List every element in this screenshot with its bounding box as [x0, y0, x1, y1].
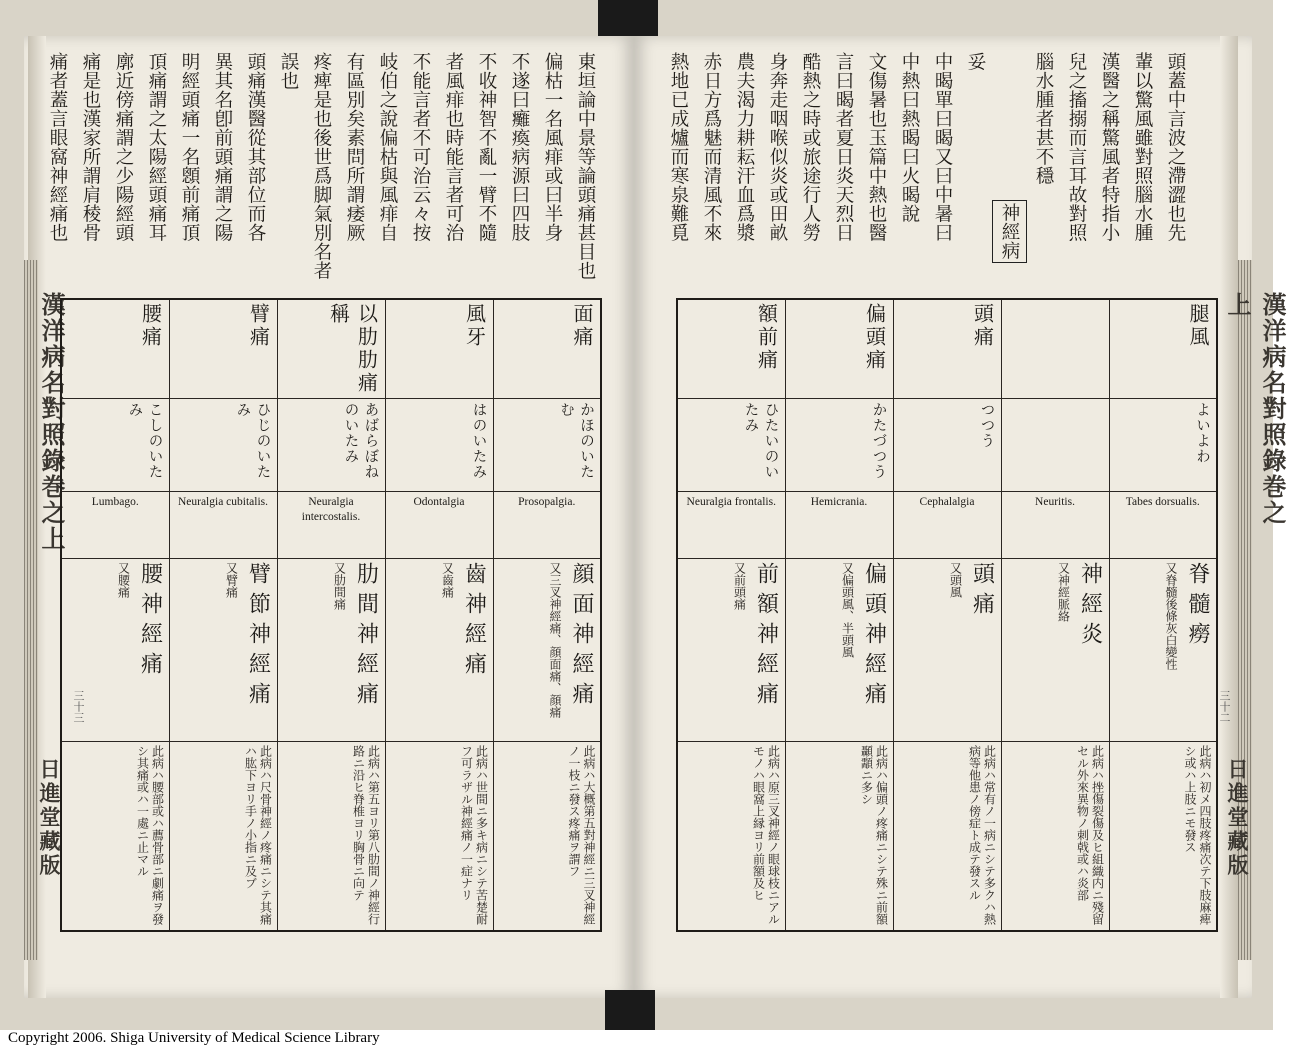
table-cell: 此病ハ大概第五對神經ニ三叉神經ノ一枝ニ發ス疼痛ヲ謂フ: [493, 742, 601, 932]
table-cell: Neuralgia intercostalis.: [277, 492, 385, 559]
table-cell: 顔面神經痛 又三叉神經痛、顔面痛、顔痛: [493, 559, 601, 742]
text-column: 腦水腫者甚不穩: [1033, 52, 1054, 185]
left-disease-table: [60, 298, 602, 932]
table-cell: 此病ハ世間ニ多キ病ニシテ苦楚耐フ可ラザル神經痛ノ一症ナリ: [385, 742, 493, 932]
table-cell: かほのいたむ: [493, 399, 601, 492]
text-column: 中熱曰熱暍曰火暍說: [899, 52, 920, 223]
table-cell: 此病ハ偏頭ノ疼痛ニシテ殊ニ前額顳顬ニ多シ: [785, 742, 893, 932]
table-cell: Cephalalgia: [893, 492, 1001, 559]
right-page-number: 三十二: [1218, 690, 1231, 723]
table-cell: 頭痛: [893, 299, 1001, 399]
table-cell: よいよわ: [1109, 399, 1217, 492]
table-cell: 頭痛 又頭風: [893, 559, 1001, 742]
text-column: 身奔走咽喉似炎或田畝: [767, 52, 788, 242]
table-cell: Hemicrania.: [785, 492, 893, 559]
table-cell: Prosopalgia.: [493, 492, 601, 559]
table-cell: Odontalgia: [385, 492, 493, 559]
left-imprint: 日進堂藏版: [37, 758, 62, 878]
left-running-head: 漢洋病名對照錄巻之上: [37, 292, 66, 552]
text-column: 誤也: [278, 52, 299, 90]
table-cell: つつう: [893, 399, 1001, 492]
table-cell: 腿風: [1109, 299, 1217, 399]
text-column: 痛者蓋言眼窩神經痛也: [47, 52, 68, 242]
table-cell: 偏頭神經痛 又偏頭風、半頭風: [785, 559, 893, 742]
table-row-kanji: [677, 299, 1217, 399]
copyright-notice: Copyright 2006. Shiga University of Medical Science Library: [8, 1030, 380, 1046]
table-cell: 此病ハ第五ヨリ第八肋間ノ神經行路ニ沿ヒ脊椎ヨリ胸骨ニ向テ: [277, 742, 385, 932]
table-cell: Lumbago.: [61, 492, 169, 559]
table-cell: かたづつう: [785, 399, 893, 492]
table-cell: こしのいたみ: [61, 399, 169, 492]
table-cell: 此病ハ原三叉神經ノ眼球枝ニアルモノハ眼窩上縁ヨリ前額及ヒ: [677, 742, 785, 932]
table-cell: Tabes dorsualis.: [1109, 492, 1217, 559]
text-column: 異其名卽前頭痛謂之陽: [212, 52, 233, 242]
text-column: 文傷暑也玉篇中熱也醫: [866, 52, 887, 242]
text-column: 輩以驚風雖對照腦水腫: [1132, 52, 1153, 242]
table-row-description: [61, 742, 601, 932]
table-cell: はのいたみ: [385, 399, 493, 492]
text-column: 偏枯一名風痱或曰半身: [542, 52, 563, 242]
table-cell: 此病ハ挫傷裂傷及ヒ組織内ニ殘留セル外來異物ノ刺戟或ハ炎部: [1001, 742, 1109, 932]
text-column: 不收神智不亂一臂不隨: [476, 52, 497, 242]
table-row-description: [677, 742, 1217, 932]
text-column: 兒之搐搦而言耳故對照: [1066, 52, 1087, 242]
table-cell: 齒神經痛 又齒痛: [385, 559, 493, 742]
left-page-number: 三十三: [72, 690, 85, 723]
right-imprint: 日進堂藏版: [1225, 758, 1250, 878]
table-cell: 臂節神經痛 又臂痛: [169, 559, 277, 742]
text-column: 頭痛漢醫從其部位而各: [245, 52, 266, 242]
table-cell: 風牙: [385, 299, 493, 399]
table-cell: 腰神經痛 又腰痛: [61, 559, 169, 742]
text-column: 農夫渴力耕耘汗血爲漿: [734, 52, 755, 242]
table-row-new-name: [61, 559, 601, 742]
table-cell: あばらぼねのいたみ: [277, 399, 385, 492]
table-cell: 此病ハ尺骨神經ノ疼痛ニシテ其痛ハ肱下ヨリ手ノ小指ニ及ブ: [169, 742, 277, 932]
table-cell: [1001, 399, 1109, 492]
binding-strap-bottom: [605, 990, 655, 1030]
table-row-kana: [61, 399, 601, 492]
text-column: 者風痱也時能言者可治: [443, 52, 464, 242]
table-cell: Neuritis.: [1001, 492, 1109, 559]
table-cell: 偏頭痛: [785, 299, 893, 399]
table-row-kanji: [61, 299, 601, 399]
table-cell: 此病ハ初メ四肢疼痛次テ下肢麻痺シ或ハ上肢ニモ發ス: [1109, 742, 1217, 932]
text-column: 岐伯之說偏枯與風痱自: [377, 52, 398, 242]
left-upper-text-block: [47, 52, 602, 290]
table-cell: ひじのいたみ: [169, 399, 277, 492]
table-row-new-name: [677, 559, 1217, 742]
text-column: 漢醫之稱驚風者特指小: [1099, 52, 1120, 242]
text-column: 熱地已成爐而寒泉難覓: [668, 52, 689, 242]
table-cell: 此病ハ常有ノ一病ニシテ多クハ熱病等他患ノ傍症ト成テ發スル: [893, 742, 1001, 932]
table-cell: 肋間神經痛 又肋間痛: [277, 559, 385, 742]
table-cell: 以肋肋痛稱: [277, 299, 385, 399]
table-cell: [1001, 299, 1109, 399]
text-column: 赤日方爲魅而清風不來: [701, 52, 722, 242]
right-upper-text-block: [660, 52, 1192, 290]
table-cell: 前額神經痛 又前頭痛: [677, 559, 785, 742]
text-column: 妥: [965, 52, 986, 71]
text-column: 東垣論中景等論頭痛甚目也: [575, 52, 596, 280]
table-row-latin: [61, 492, 601, 559]
table-row-kana: [677, 399, 1217, 492]
text-column: 不能言者不可治云々按: [410, 52, 431, 242]
table-cell: Neuralgia frontalis.: [677, 492, 785, 559]
right-disease-table: [676, 298, 1218, 932]
table-row-latin: [677, 492, 1217, 559]
table-cell: 腰痛: [61, 299, 169, 399]
text-column: 酷熱之時或旅途行人勞: [800, 52, 821, 242]
section-heading-box: 神經病: [992, 200, 1027, 263]
table-cell: 面痛: [493, 299, 601, 399]
text-column: 言曰暍者夏日炎天烈日: [833, 52, 854, 242]
text-column: 有區別矣素問所謂痿厥: [344, 52, 365, 242]
text-column: 不遂曰癱瘓病源曰四肢: [509, 52, 530, 242]
table-cell: ひたいのいたみ: [677, 399, 785, 492]
table-cell: Neuralgia cubitalis.: [169, 492, 277, 559]
table-cell: 神經炎 又神經脈絡: [1001, 559, 1109, 742]
text-column: 頂痛謂之太陽經頭痛耳: [146, 52, 167, 242]
text-column: 痛是也漢家所謂肩稜骨: [80, 52, 101, 242]
table-cell: 額前痛: [677, 299, 785, 399]
text-column: 疼痺是也後世爲脚氣別名者: [311, 52, 332, 280]
text-column: 中暍單曰暍又曰中暑曰: [932, 52, 953, 242]
text-column: 廓近傍痛謂之少陽經頭: [113, 52, 134, 242]
table-cell: 臂痛: [169, 299, 277, 399]
right-running-head: 漢洋病名對照錄巻之上: [1223, 292, 1287, 526]
text-column: 明經頭痛一名顖前痛頂: [179, 52, 200, 242]
text-column: 頭蓋中言波之滯澀也先: [1165, 52, 1186, 242]
table-cell: 此病ハ腰部或ハ薦骨部ニ劇痛ヲ發シ其痛或ハ一處ニ止マル: [61, 742, 169, 932]
table-cell: 脊髓癆 又脊髓後條灰白變性: [1109, 559, 1217, 742]
